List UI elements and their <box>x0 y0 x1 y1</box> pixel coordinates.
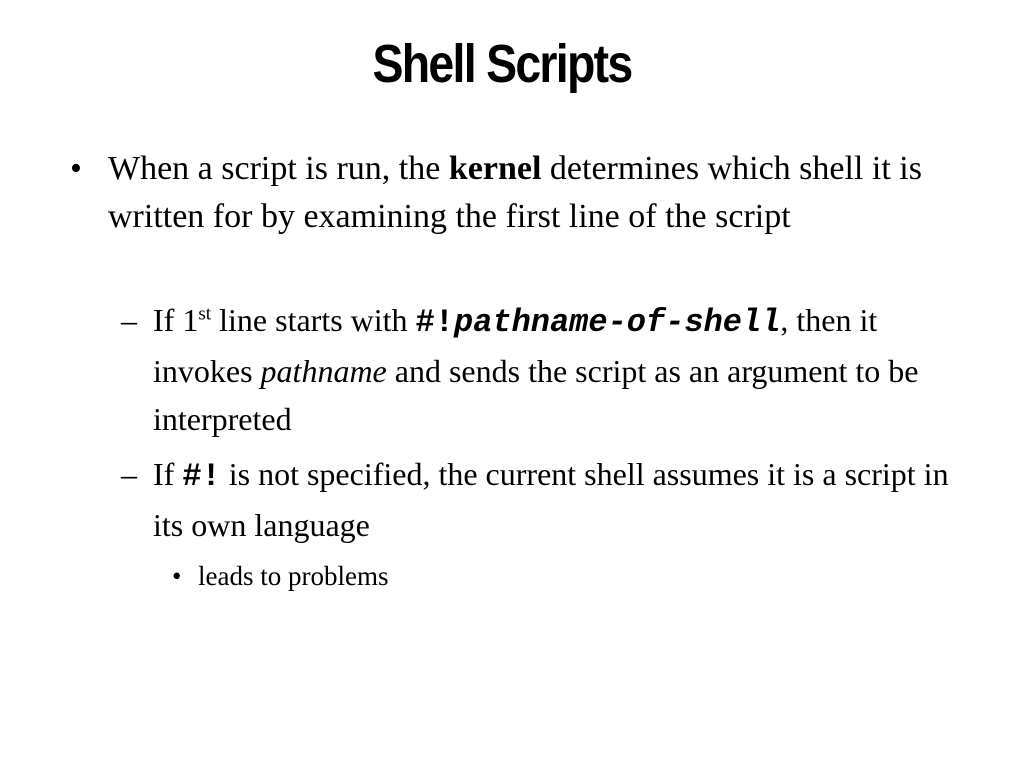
code-shebang: #! <box>415 304 454 341</box>
slide-title: Shell Scripts <box>372 34 632 94</box>
dash-marker: – <box>121 302 137 338</box>
superscript-st: st <box>198 303 212 325</box>
sub-bullet-text: line starts with <box>211 302 416 338</box>
italic-pathname: pathname <box>260 353 387 389</box>
bullet-text: determines which shell it is written for by examining the first line of the script <box>108 150 922 235</box>
code-pathname: pathname-of-shell <box>453 304 781 341</box>
bullet-text: When a script is run, the <box>108 150 449 187</box>
sub-bullet-shebang <box>153 296 953 443</box>
bold-kernel: kernel <box>448 150 542 187</box>
sub-bullet-text: If <box>153 456 183 492</box>
sub-bullet-no-shebang <box>153 450 953 549</box>
sub-bullet-text: is not specified, the current shell assumes it is a script in its own language <box>153 456 949 543</box>
dash-marker: – <box>121 456 137 492</box>
sub-bullet-text: and sends the script as an argument to be interpreted <box>153 353 919 437</box>
sub-bullet-text: If 1 <box>153 302 199 338</box>
bullet-marker: • <box>70 150 82 187</box>
sub-bullet-text: , then it invokes <box>153 302 878 389</box>
bullet-kernel <box>108 145 978 241</box>
code-shebang: #! <box>182 458 221 495</box>
bullet-marker: • <box>172 561 182 591</box>
sub-sub-bullet-problems: leads to problems <box>198 561 389 591</box>
